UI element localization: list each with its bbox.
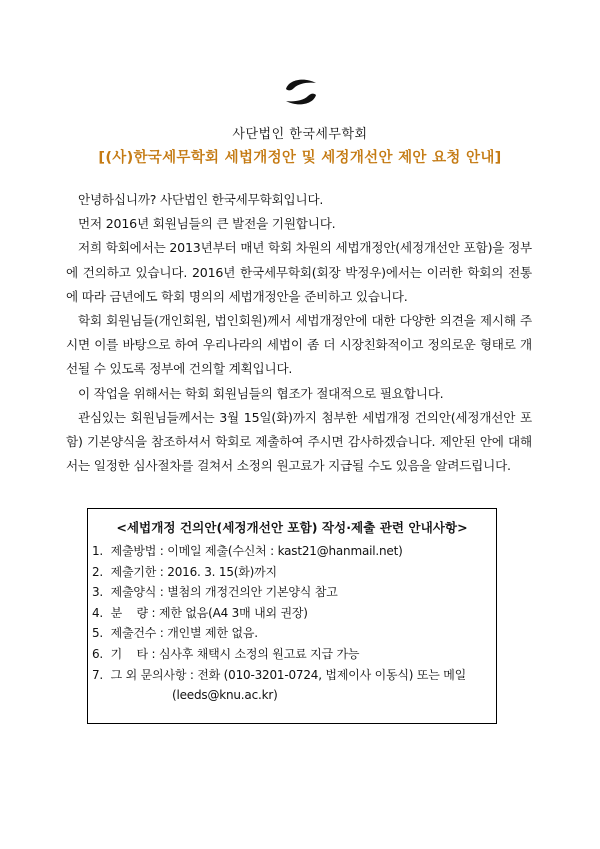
background-paragraph: 저희 학회에서는 2013년부터 매년 학회 차원의 세법개정안(세정개선안 포함)을 정부에 건의하고 있습니다. 2016년 한국세무학회(회장 박정우)에서는 이러한 학회의 전통에 따라 금년에도 학회 명의의 세법개정안을 준비하고 있습니다. [66,240,533,304]
notice-box-title: <세법개정 건의안(세정개선안 포함) 작성·제출 관련 안내사항> [116,520,468,535]
wish-paragraph: 먼저 2016년 회원님들의 큰 발전을 기원합니다. [78,216,336,232]
notice-box [87,508,497,724]
deadline-paragraph: 관심있는 회원님들께서는 3월 15일(화)까지 첨부한 세법개정 건의안(세정개선안 포함) 기본양식을 참조하셔서 학회로 제출하여 주시면 감사하겠습니다. 제안된 안에 대해서는 일정한 심사절차를 걸쳐서 소정의 원고료가 지급될 수도 있음을 알려드립니다. [66,409,532,474]
notice-item-number: 7. [92,667,104,682]
notice-item-number: 4. [92,605,104,620]
notice-list [92,541,492,706]
notice-item-number: 1. [92,544,104,558]
notice-item [92,562,492,583]
notice-item-number: 2. [92,564,104,579]
notice-item [92,541,492,562]
notice-item [92,623,492,644]
notice-item [92,582,492,603]
society-logo [283,77,319,107]
notice-item-number: 3. [92,585,104,600]
notice-item-text: 제출양식 : 별첨의 개정건의안 기본양식 참고 [110,585,338,600]
notice-item [92,665,492,706]
letter-body [66,188,532,478]
notice-item-text: 제출방법 : 이메일 제출(수신처 : kast21@hanmail.net) [110,544,403,558]
request-paragraph: 학회 회원님들(개인회원, 법인회원)께서 세법개정안에 대한 다양한 의견을 제시해 주시면 이를 바탕으로 하여 우리나라의 세법이 좀 더 시장친화적이고 정의로운 형태로 개선될 수 있도록 정부에 건의할 계획입니다. [66,313,532,377]
notice-item-text: 기 타 : 심사후 채택시 소정의 원고료 지급 가능 [110,646,360,661]
cooperation-paragraph: 이 작업을 위해서는 학회 회원님들의 협조가 절대적으로 필요합니다. [78,385,444,401]
greeting-paragraph: 안녕하십니까? 사단법인 한국세무학회입니다. [78,192,324,207]
notice-item [92,603,492,624]
document-title: [(사)한국세무학회 세법개정안 및 세정개선안 제안 요청 안내] [98,150,502,166]
notice-item-number: 6. [92,646,104,661]
notice-item-text: 그 외 문의사항 : 전화 (010-3201-0724, 법제이사 이동식) 또는 메일 [110,667,467,682]
notice-item-text: 분 량 : 제한 없음(A4 3매 내외 권장) [110,605,308,620]
organization-name: 사단법인 한국세무학회 [232,127,368,142]
notice-item-number: 5. [92,626,104,641]
notice-item-text: 제출건수 : 개인별 제한 없음. [110,626,258,641]
notice-item-text: 제출기한 : 2016. 3. 15(화)까지 [110,564,277,579]
contact-email: (leeds@knu.ac.kr) [172,688,278,703]
notice-item [92,644,492,665]
